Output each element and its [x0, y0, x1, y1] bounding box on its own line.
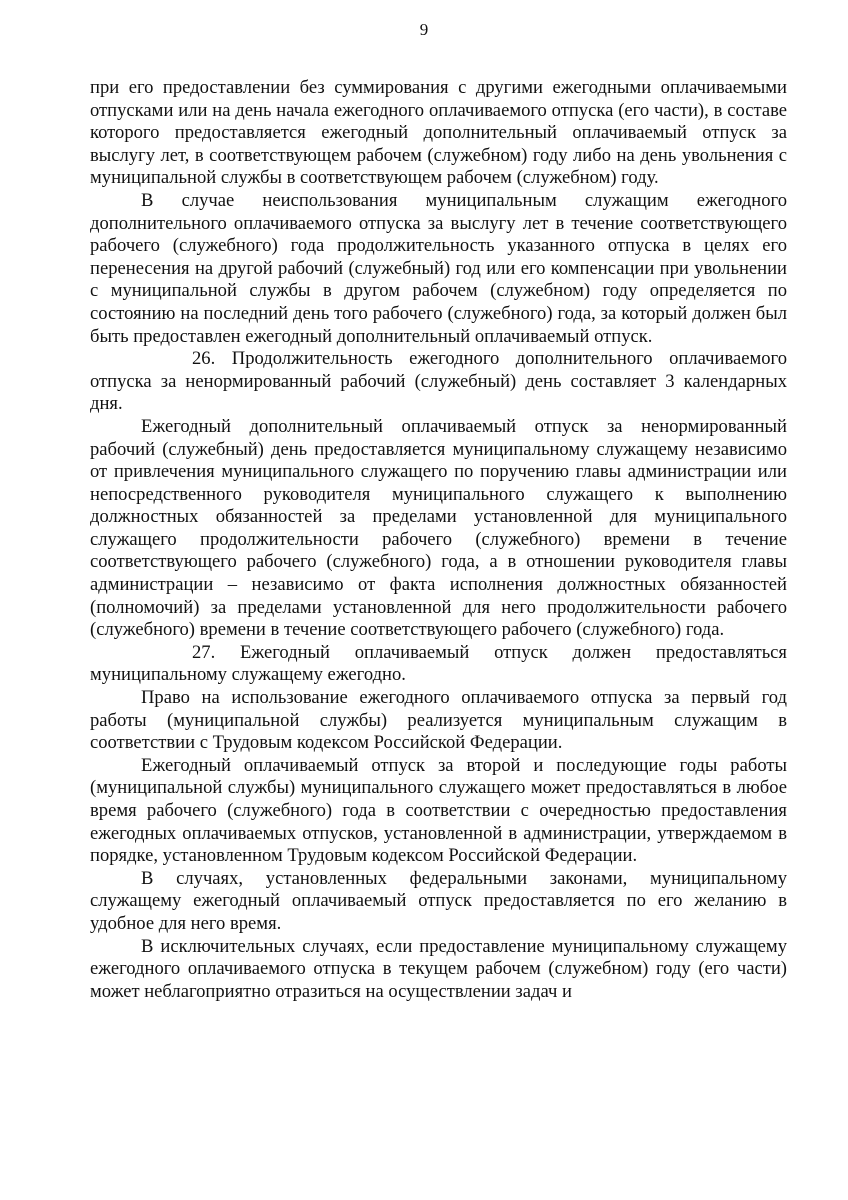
page-number: 9: [419, 20, 429, 39]
paragraph: Ежегодный дополнительный оплачиваемый отпуск за ненормированный рабочий (служебный) день предоставляется муниципальному служащему независимо от привлечения муниципального служащего по поручению главы администрации или непосредственного руководителя муниципального служащего к выполнению должностных обязанностей за пределами установленной для муниципального служащего продолжительности рабочего (служебного) времени в течение соответствующего рабочего (служебного) года, а в отношении руководителя главы администрации – независимо от факта исполнения должностных обязанностей (полномочий) за пределами установленной для него продолжительности рабочего (служебного) времени в течение соответствующего рабочего (служебного) года.: [90, 415, 787, 641]
paragraph: В случаях, установленных федеральными законами, муниципальному служащему ежегодный оплачиваемый отпуск предоставляется по его желанию в удобное для него время.: [90, 867, 787, 934]
paragraph: В случае неиспользования муниципальным служащим ежегодного дополнительного оплачиваемого отпуска за выслугу лет в течение соответствующего рабочего (служебного) года продолжительность указанного отпуска в целях его перенесения на другой рабочий (служебный) год или его компенсации при увольнении с муниципальной службы в другом рабочем (служебном) году определяется по состоянию на последний день того рабочего (служебного) года, за который должен был быть предоставлен ежегодный дополнительный оплачиваемый отпуск.: [90, 189, 787, 347]
numbered-paragraph-27: [90, 642, 787, 687]
paragraph-number: 27.: [192, 641, 216, 663]
paragraph: Ежегодный оплачиваемый отпуск за второй и последующие годы работы (муниципальной службы) муниципального служащего может предоставляться в любое время рабочего (служебного) года в соответствии с очередностью предоставления ежегодных оплачиваемых отпусков, установленной в администрации, утверждаемом в порядке, установленном Трудовым кодексом Российской Федерации.: [90, 754, 787, 867]
paragraph-continuation: при его предоставлении без суммирования с другими ежегодными оплачиваемыми отпусками или на день начала ежегодного оплачиваемого отпуска (его части), в составе которого предоставляется ежегодный дополнительный оплачиваемый отпуск за выслугу лет, в соответствующем рабочем (служебном) году либо на день увольнения с муниципальной службы в соответствующем рабочем (служебном) году.: [90, 77, 787, 189]
paragraph-text: Продолжительность ежегодного дополнительного оплачиваемого отпуска за ненормированный рабочий (служебный) день составляет 3 календарных дня.: [90, 348, 788, 415]
paragraph-number: 26.: [192, 348, 216, 370]
paragraph-text: Ежегодный оплачиваемый отпуск должен предоставляться муниципальному служащему ежегодно.: [90, 641, 787, 686]
paragraph: Право на использование ежегодного оплачиваемого отпуска за первый год работы (муниципальной службы) реализуется муниципальным служащим в соответствии с Трудовым кодексом Российской Федерации.: [90, 687, 787, 754]
document-body: [90, 77, 787, 1003]
paragraph-continues: В исключительных случаях, если предоставление муниципальному служащему ежегодного оплачиваемого отпуска в текущем рабочем (служебном) году (его части) может неблагоприятно отразиться на осуществлении задач и: [90, 935, 787, 1002]
numbered-paragraph-26: [90, 348, 787, 416]
